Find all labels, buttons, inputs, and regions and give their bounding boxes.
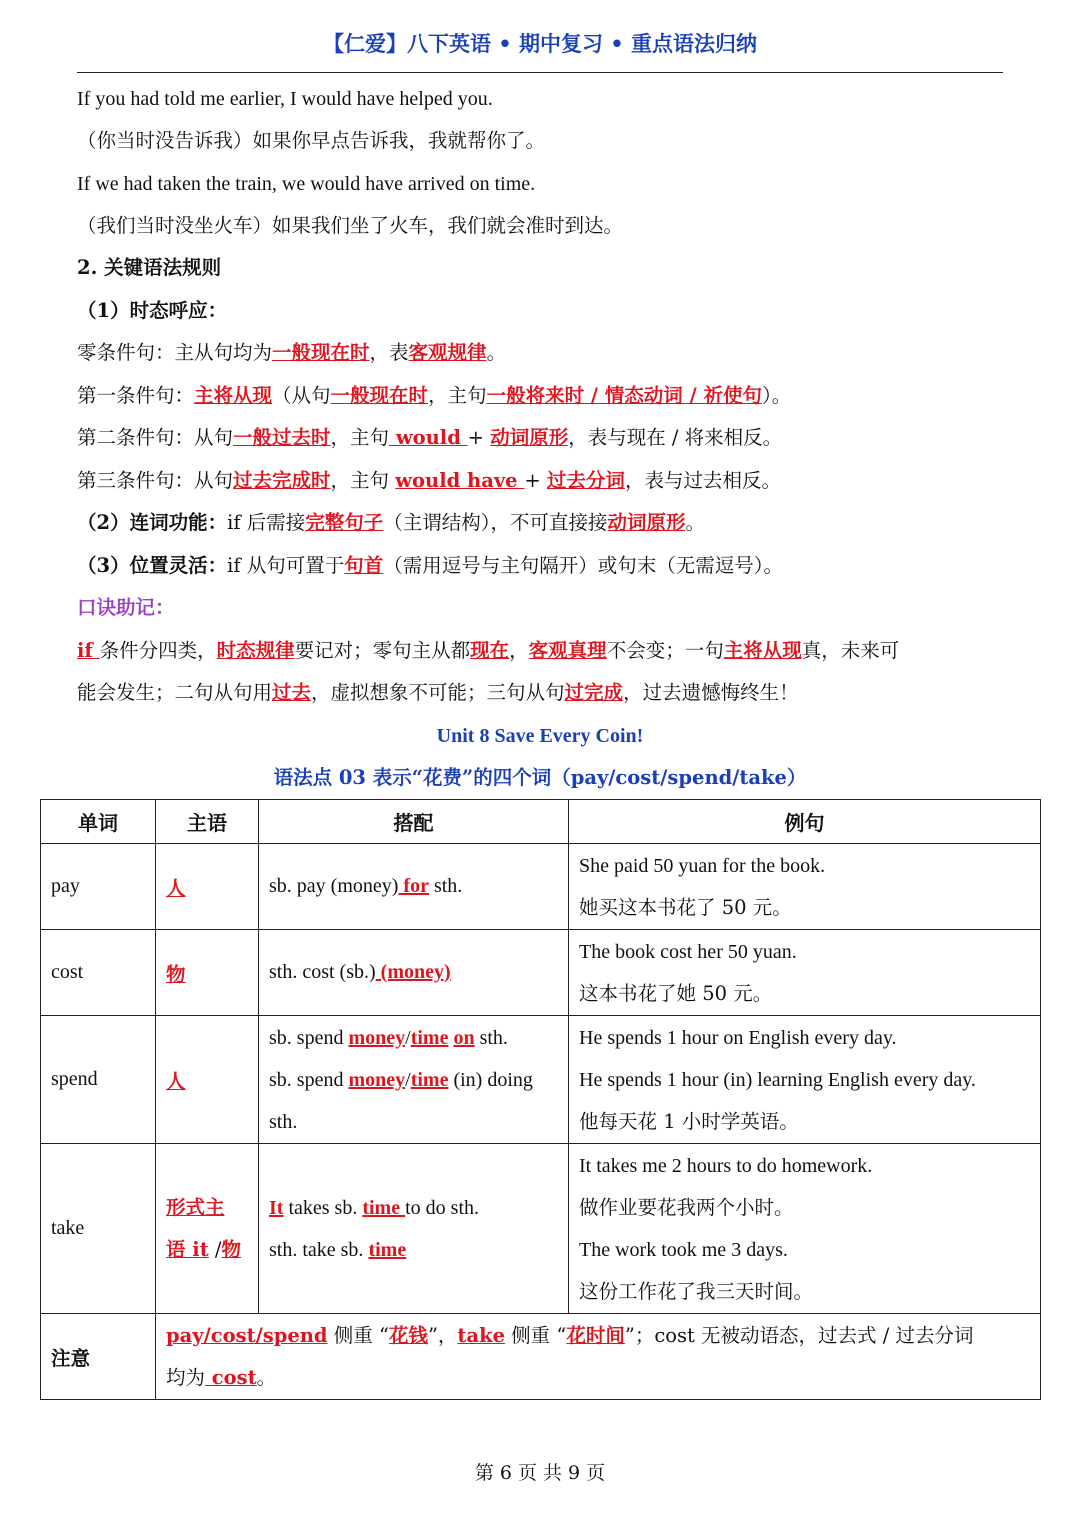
example-1-zh: （你当时没告诉我）如果你早点告诉我，我就帮你了。 [77, 129, 546, 152]
first-conditional: 第一条件句：主将从现（从句一般现在时，主句一般将来时 / 情态动词 / 祈使句）。 [77, 384, 792, 407]
position-rule: （3）位置灵活：if 从句可置于句首（需用逗号与主句隔开）或句末（无需逗号）。 [77, 554, 784, 577]
header-rule [77, 72, 1003, 73]
table-row-note [41, 1314, 1041, 1400]
header-example: 例句 [569, 800, 1041, 844]
table-row-spend [41, 1016, 1041, 1144]
example-cost: The book cost her 50 yuan. 这本书花了她 50 元。 [569, 930, 1041, 1016]
subject-take: 形式主 语 it /物 [156, 1144, 259, 1314]
note-label: 注意 [41, 1314, 156, 1400]
example-1-en: If you had told me earlier, I would have helped you. [77, 88, 493, 110]
subject-spend: 人 [156, 1016, 259, 1144]
header-subject: 主语 [156, 800, 259, 844]
example-2-zh: （我们当时没坐火车）如果我们坐了火车，我们就会准时到达。 [77, 214, 624, 237]
word-take: take [41, 1144, 156, 1314]
second-conditional: 第二条件句：从句一般过去时，主句 would + 动词原形，表与现在 / 将来相反。 [77, 426, 783, 449]
third-conditional: 第三条件句：从句过去完成时，主句 would have + 过去分词，表与过去相反。 [77, 469, 781, 492]
page-footer: 第 6 页 共 9 页 [474, 1462, 606, 1484]
rules-heading-num: 2. [77, 256, 98, 279]
word-cost: cost [41, 930, 156, 1016]
rules-heading-text: 关键语法规则 [104, 256, 222, 279]
collocation-spend: sb. spend money/time on sth. sb. spend money/time (in) doing sth. [259, 1016, 569, 1144]
collocation-pay: sb. pay (money) for sth. [259, 844, 569, 930]
example-take: It takes me 2 hours to do homework. 做作业要花我两个小时。 The work took me 3 days. 这份工作花了我三天时间。 [569, 1144, 1041, 1314]
word-spend: spend [41, 1016, 156, 1144]
table-row-pay [41, 844, 1041, 930]
mnemonic-line-2: 能会发生；二句从句用过去，虚拟想象不可能；三句从句过完成，过去遗憾悔终生！ [77, 681, 799, 704]
tense-heading: （1）时态呼应： [77, 299, 228, 322]
table-row-cost [41, 930, 1041, 1016]
spend-words-table [40, 799, 1041, 1400]
grammar-point-title: 语法点 03 表示“花费”的四个词（pay/cost/spend/take） [273, 766, 807, 789]
example-spend: He spends 1 hour on English every day. He spends 1 hour (in) learning English every day. 他每天花 1 小时学英语。 [569, 1016, 1041, 1144]
collocation-take: It takes sb. time to do sth. sth. take sb. time [259, 1144, 569, 1314]
mnemonic-title: 口诀助记： [77, 596, 175, 619]
header-word: 单词 [41, 800, 156, 844]
mnemonic-line-1: if 条件分四类，时态规律要记对；零句主从都现在，客观真理不会变；一句主将从现真，未来可 [77, 639, 900, 662]
unit-title: Unit 8 Save Every Coin! [436, 725, 644, 747]
header-collocation: 搭配 [259, 800, 569, 844]
header-title: 【仁爱】八下英语 • 期中复习 • 重点语法归纳 [322, 32, 758, 56]
table-row-take [41, 1144, 1041, 1314]
rules-heading [77, 253, 221, 283]
subject-pay: 人 [156, 844, 259, 930]
collocation-cost: sth. cost (sb.) (money) [259, 930, 569, 1016]
conjunction-rule: （2）连词功能：if 后需接完整句子（主谓结构），不可直接接动词原形。 [77, 511, 706, 534]
subject-cost: 物 [156, 930, 259, 1016]
table-header-row [41, 800, 1041, 844]
zero-conditional: 零条件句：主从句均为一般现在时，表客观规律。 [77, 341, 507, 364]
word-pay: pay [41, 844, 156, 930]
example-pay: She paid 50 yuan for the book. 她买这本书花了 50 元。 [569, 844, 1041, 930]
note-content: pay/cost/spend 侧重 “花钱”，take 侧重 “花时间”；cost 无被动语态，过去式 / 过去分词 均为 cost。 [156, 1314, 1041, 1400]
example-2-en: If we had taken the train, we would have arrived on time. [77, 173, 536, 195]
